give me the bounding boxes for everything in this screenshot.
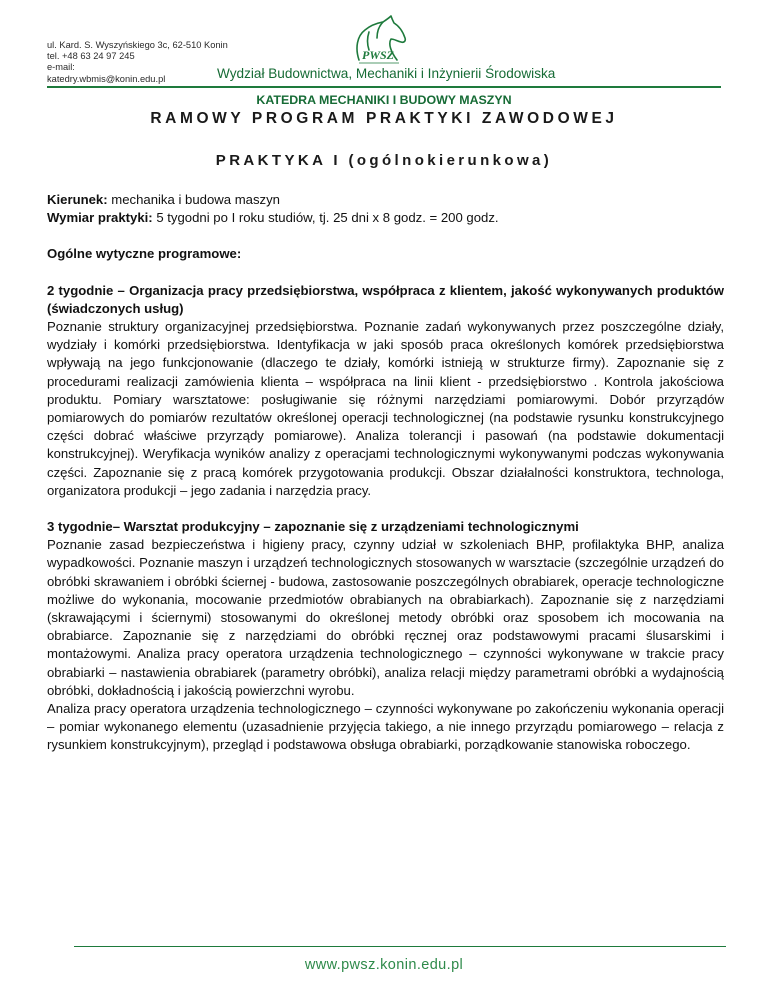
email-label: e-mail: — [47, 62, 75, 73]
svg-text:PWSZ: PWSZ — [361, 48, 395, 62]
page-title: RAMOWY PROGRAM PRAKTYKI ZAWODOWEJ — [150, 110, 618, 127]
phone-line: tel. +48 63 24 97 245 — [47, 51, 135, 62]
faculty-name: Wydział Budownictwa, Mechaniki i Inżynierii Środowiska — [217, 66, 556, 81]
section2-text: Poznanie zasad bezpieczeństwa i higieny pracy, czynny udział w szkoleniach BHP, profilaktyka BHP, analiza wypadkowości. Poznanie maszyn i urządzeń technologicznych stosowanych w warsztacie (szczególnie urządzeń do obróbki skrawaniem i obróbki ściernej - budowa, zastosowanie poszczególnych obrabiarek, operacje technologiczne możliwe do wykonania, mocowanie przedmiotów obrabianych na obrabiarkach). Zapoznanie się z narzędziami (skrawającymi i ściernymi) stosowanymi do określonej metody obróbki oraz sposobem ich mocowania na obrabiarce. Zapoznanie się z narzędziami do obróbki ręcznej oraz podstawowymi pracami ślusarskimi i montażowymi. Analiza pracy operatora urządzenia technologicznego – czynności wykonywane w trakcie pracy obrabiarki – nastawienia obrabiarek (parametry obróbki), analiza relacji między parametrami obróbki a wydajnością obróbki, dokładnością i jakością powierzchni wyrobu. — [47, 537, 724, 698]
kierunek-value: mechanika i budowa maszyn — [107, 192, 280, 207]
pwsz-logo — [333, 14, 423, 66]
department-name: KATEDRA MECHANIKI I BUDOWY MASZYN — [256, 93, 512, 107]
guidelines-heading: Ogólne wytyczne programowe: — [47, 246, 242, 262]
footer-url: www.pwsz.konin.edu.pl — [304, 957, 464, 973]
horse-logo-icon — [333, 14, 423, 66]
document-body — [47, 191, 724, 755]
kierunek-line — [47, 191, 724, 209]
wymiar-line — [47, 209, 724, 227]
header-divider — [47, 86, 721, 88]
address-block — [47, 40, 228, 85]
wymiar-label: Wymiar praktyki: — [47, 210, 153, 226]
section1-heading: 2 tygodnie – Organizacja pracy przedsiębiorstwa, współpraca z klientem, jakość wykonywanych produktów (świadczonych usług) — [47, 282, 724, 316]
section2-heading: 3 tygodnie– Warsztat produkcyjny – zapoznanie się z urządzeniami technologicznymi — [47, 519, 579, 535]
wymiar-value: 5 tygodni po I roku studiów, tj. 25 dni x 8 godz. = 200 godz. — [152, 210, 499, 226]
kierunek-label: Kierunek: — [47, 192, 108, 207]
section2-text-continued: Analiza pracy operatora urządzenia technologicznego – czynności wykonywane po zakończeniu wykonania operacji – pomiar wykonanego elementu (uzasadnienie przyjęcia takiego, a nie innego przyrządu pomiarowego – relacja z rysunkiem konstrukcyjnym), przegląd i podstawowa obsługa obrabiarki, porządkowanie stanowiska roboczego. — [47, 701, 724, 753]
email-address: katedry.wbmis@konin.edu.pl — [47, 73, 166, 84]
footer-divider — [74, 946, 726, 947]
page-subtitle: PRAKTYKA I (ogólnokierunkowa) — [215, 152, 553, 169]
address-line: ul. Kard. S. Wyszyńskiego 3c, 62-510 Konin — [47, 40, 228, 50]
section1-text: Poznanie struktury organizacyjnej przedsiębiorstwa. Poznanie zadań wykonywanych przez poszczególne działy, wydziały i komórki przedsiębiorstwa. Identyfikacja w jaki sposób praca określonych komórek przedsiębiorstwa wpływają na jego funkcjonowanie (dlaczego te działy, komórki istnieją w strukturze firmy). Zapoznanie się z procedurami realizacji zamówienia klienta – współpraca na linii klient - przedsiębiorstwo . Kontrola jakościowa produktu. Pomiary warsztatowe: posługiwanie się różnymi narzędziami pomiarowymi. Dobór przyrządów pomiarowych do pomiarów rezultatów określonej operacji technologicznej (na podstawie rysunku konstrukcyjnego części dobrać właściwe przyrządy pomiarowe). Analiza tolerancji i pasowań (na podstawie dokumentacji konstrukcyjnej). Weryfikacja wyników analizy z operacjami technologicznymi wykonywanymi podczas wykonywania części. Zapoznanie się z pracą komórek przygotowania produkcji. Obszar działalności konstruktora, technologa, organizatora produkcji – jego zadania i narzędzia pracy. — [47, 319, 724, 498]
